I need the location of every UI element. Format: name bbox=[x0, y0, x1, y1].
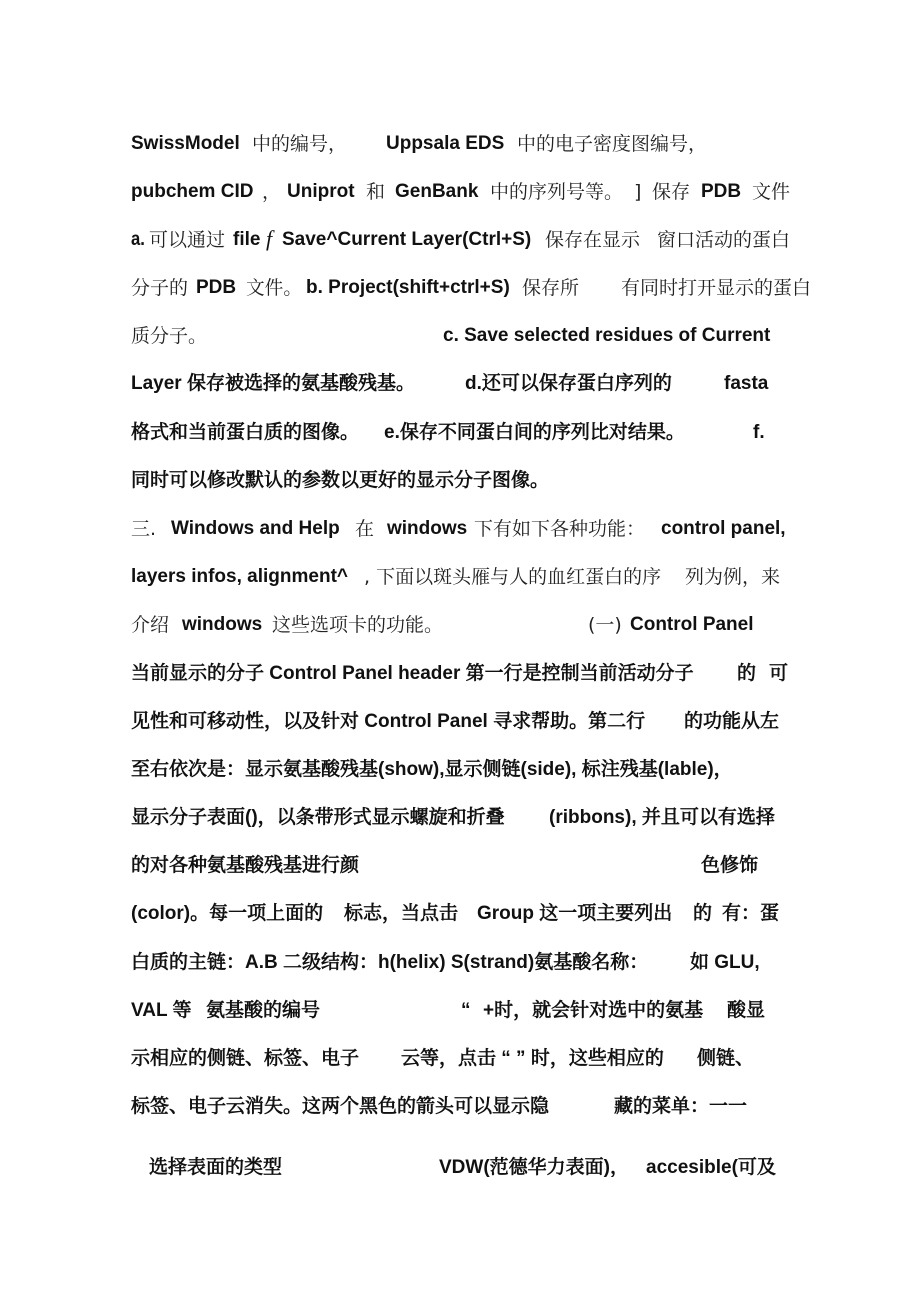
text-run: 文件 bbox=[752, 181, 791, 203]
text-run: GenBank bbox=[395, 181, 479, 202]
text-run: c. Save selected residues of Current bbox=[443, 325, 771, 346]
text-run: 分子的 bbox=[131, 277, 189, 299]
text-run: Save^Current Layer(Ctrl+S) bbox=[282, 229, 532, 250]
text-run: 见性和可移动性，以及针对 Control Panel 寻求帮助。第二行 bbox=[131, 711, 646, 732]
text-run: Layer 保存被选择的氨基酸残基。 bbox=[131, 373, 415, 394]
text-line bbox=[0, 950, 920, 990]
text-run: 的功能从左 bbox=[684, 711, 780, 732]
text-run: Group 这一项主要列出 bbox=[477, 903, 673, 924]
text-run: 氨基酸的编号 bbox=[206, 1000, 321, 1021]
text-run: 云等，点击 “ ” 时，这些相应的 bbox=[401, 1048, 664, 1069]
text-run: ] bbox=[634, 181, 642, 203]
text-run: a. bbox=[131, 229, 145, 250]
text-run: 至右依次是：显示氨基酸残基(show),显示侧链(side), 标注残基(lable)， bbox=[131, 759, 733, 780]
text-run: e.保存不同蛋白间的序列比对结果。 bbox=[384, 422, 685, 443]
text-run: 可以通过 bbox=[149, 229, 226, 251]
text-run: 在 bbox=[355, 518, 375, 540]
text-run: accesible(可及 bbox=[646, 1157, 776, 1177]
text-run: (color)。每一项上面的 bbox=[131, 903, 324, 924]
text-run: 白质的主链：A.B 二级结构：h(helix) S(strand)氨基酸名称： bbox=[131, 952, 649, 973]
text-run: Control Panel bbox=[630, 614, 754, 635]
text-run: pubchem CID bbox=[131, 181, 254, 202]
text-run: 如 GLU, bbox=[690, 952, 760, 973]
text-run: f. bbox=[753, 422, 765, 443]
text-run: PDB bbox=[196, 277, 237, 298]
text-run: SwissModel bbox=[131, 133, 240, 154]
text-run: 选择表面的类型 bbox=[149, 1157, 283, 1177]
text-run: “ bbox=[461, 1000, 471, 1021]
text-run: 列为例，来 bbox=[685, 566, 781, 588]
text-run: 这些选项卡的功能。 bbox=[272, 614, 444, 636]
text-line bbox=[0, 1094, 920, 1134]
text-run: layers infos, alignment^ bbox=[131, 566, 348, 587]
text-run: 色修饰 bbox=[701, 855, 759, 876]
text-run: 窗口活动的蛋白 bbox=[657, 229, 791, 251]
text-line bbox=[0, 1046, 920, 1086]
text-line bbox=[0, 901, 920, 941]
text-run: 中的编号， bbox=[252, 133, 348, 155]
text-run: 当前显示的分子 Control Panel header 第一行是控制当前活动分子 bbox=[131, 663, 694, 684]
text-run: 中的序列号等。 bbox=[490, 181, 624, 203]
text-run: VAL 等 bbox=[131, 1000, 192, 1021]
text-run: VDW(范德华力表面)， bbox=[439, 1157, 629, 1177]
text-line bbox=[0, 468, 920, 508]
text-run: (一) bbox=[588, 614, 622, 636]
text-line bbox=[0, 275, 920, 315]
text-run: 的 bbox=[737, 663, 757, 684]
text-run: 格式和当前蛋白质的图像。 bbox=[131, 422, 360, 443]
text-run: control panel, bbox=[661, 518, 786, 539]
text-run: 文件。 bbox=[246, 277, 302, 299]
text-run: 有同时打开显示的蛋白 bbox=[621, 277, 812, 299]
text-run: 藏的菜单：一一 bbox=[614, 1096, 748, 1117]
text-run: 有：蛋 bbox=[722, 903, 780, 924]
text-line bbox=[0, 420, 920, 460]
text-line bbox=[0, 227, 920, 267]
text-run: Windows and Help bbox=[171, 518, 340, 539]
text-run: +时，就会针对选中的氨基 bbox=[483, 1000, 704, 1021]
text-line-cut-off bbox=[0, 1155, 920, 1177]
text-run: b. Project(shift+ctrl+S) bbox=[306, 277, 510, 298]
text-run: 质分子。 bbox=[131, 325, 208, 347]
text-run: (ribbons), 并且可以有选择 bbox=[549, 807, 775, 828]
text-run: fasta bbox=[724, 373, 769, 394]
text-line bbox=[0, 564, 920, 604]
text-line bbox=[0, 661, 920, 701]
text-run: , 下面以斑头雁与人的血红蛋白的序 bbox=[364, 566, 662, 588]
text-line bbox=[0, 179, 920, 219]
text-line bbox=[0, 709, 920, 749]
text-run: 可 bbox=[769, 663, 789, 684]
text-run: 酸显 bbox=[727, 1000, 766, 1021]
text-run: 标签、电子云消失。这两个黑色的箭头可以显示隐 bbox=[131, 1096, 550, 1117]
text-run: 中的电子密度图编号， bbox=[517, 133, 708, 155]
text-line bbox=[0, 371, 920, 411]
text-line bbox=[0, 612, 920, 652]
text-line bbox=[0, 131, 920, 171]
text-run: 下有如下各种功能： bbox=[474, 518, 646, 540]
text-run: 保存 bbox=[652, 181, 691, 203]
text-run: 三. bbox=[131, 518, 157, 540]
text-line bbox=[0, 757, 920, 797]
text-run: 的 bbox=[693, 903, 713, 924]
text-line bbox=[0, 853, 920, 893]
text-run: 介绍 bbox=[131, 614, 170, 636]
text-run: 保存所 bbox=[522, 277, 580, 299]
text-run: Uppsala EDS bbox=[386, 133, 505, 154]
text-run: d.还可以保存蛋白序列的 bbox=[465, 373, 672, 394]
text-line bbox=[0, 323, 920, 363]
text-run: Uniprot bbox=[287, 181, 355, 202]
text-run: PDB bbox=[701, 181, 742, 202]
text-line bbox=[0, 998, 920, 1038]
text-line bbox=[0, 805, 920, 845]
text-run: 的对各种氨基酸残基进行颜 bbox=[131, 855, 360, 876]
text-run: 示相应的侧链、标签、电子 bbox=[131, 1048, 360, 1069]
text-run: 同时可以修改默认的参数以更好的显示分子图像。 bbox=[131, 470, 550, 491]
text-run: 标志，当点击 bbox=[344, 903, 459, 924]
text-run: 保存在显示 bbox=[545, 229, 641, 251]
text-run: windows bbox=[387, 518, 468, 539]
text-run: 和 bbox=[366, 181, 386, 203]
text-line bbox=[0, 516, 920, 556]
text-run: windows bbox=[182, 614, 263, 635]
text-run: ， bbox=[262, 181, 282, 203]
text-run: f bbox=[266, 226, 273, 251]
text-run: 侧链、 bbox=[697, 1048, 755, 1069]
text-run: 显示分子表面()，以条带形式显示螺旋和折叠 bbox=[131, 807, 505, 828]
text-run: file bbox=[233, 229, 261, 250]
